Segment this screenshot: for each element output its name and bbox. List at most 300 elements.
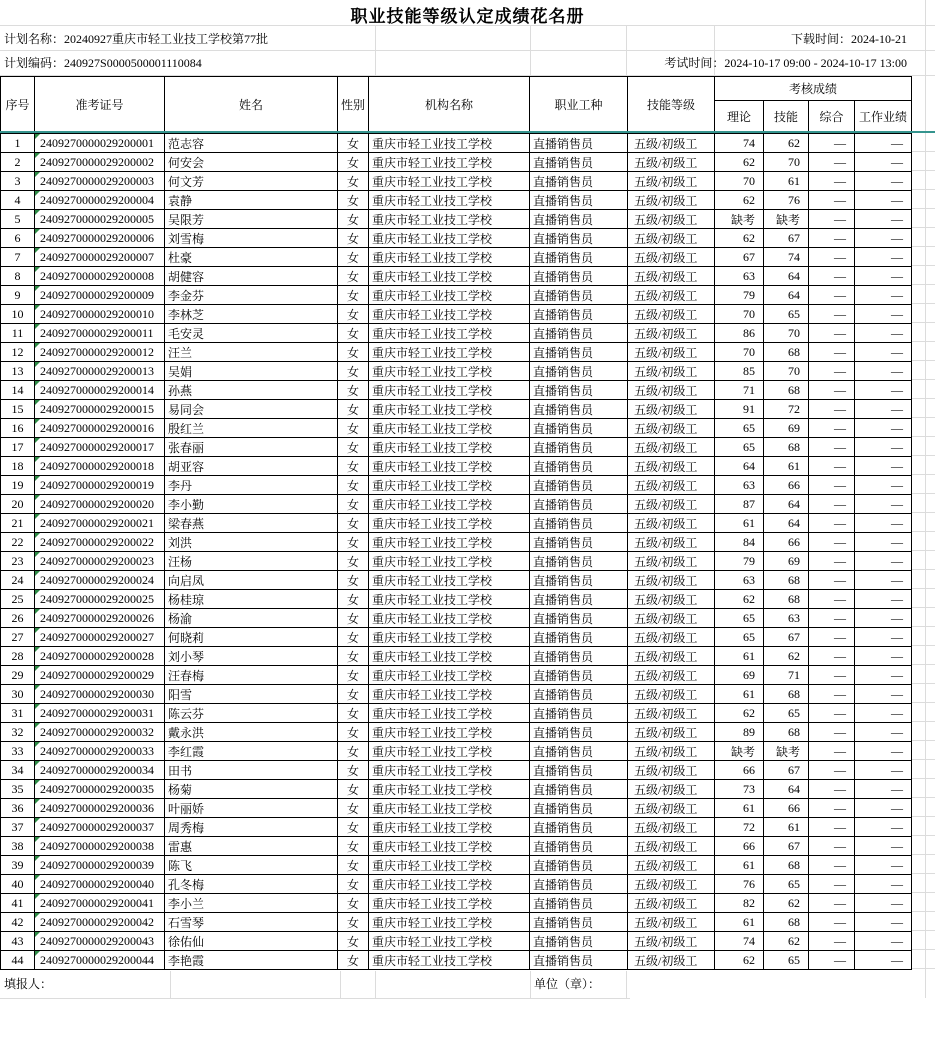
cell-name: 田书: [165, 761, 338, 780]
error-triangle-icon: [35, 742, 40, 747]
cell-theory: 63: [715, 267, 764, 286]
cell-org: 重庆市轻工业技工学校: [369, 305, 530, 324]
cell-occupation: 直播销售员: [530, 704, 628, 723]
header-level: 技能等级: [628, 77, 715, 134]
cell-ticket: 2409270000029200038: [35, 837, 165, 856]
cell-seq: 30: [1, 685, 35, 704]
cell-occupation: 直播销售员: [530, 685, 628, 704]
cell-theory: 62: [715, 191, 764, 210]
cell-gender: 女: [338, 552, 369, 571]
cell-level: 五级/初级工: [628, 780, 715, 799]
cell-occupation: 直播销售员: [530, 381, 628, 400]
cell-name: 阳雪: [165, 685, 338, 704]
filler-label: 填报人：: [4, 977, 53, 991]
cell-name: 孙燕: [165, 381, 338, 400]
table-row: [1, 495, 913, 514]
cell-ticket: 2409270000029200021: [35, 514, 165, 533]
cell-seq: 40: [1, 875, 35, 894]
cell-seq: 32: [1, 723, 35, 742]
cell-org: 重庆市轻工业技工学校: [369, 571, 530, 590]
cell-gender: 女: [338, 400, 369, 419]
cell-level: 五级/初级工: [628, 267, 715, 286]
cell-gender: 女: [338, 495, 369, 514]
cell-ticket: 2409270000029200031: [35, 704, 165, 723]
cell-seq: 12: [1, 343, 35, 362]
cell-skill: 62: [764, 894, 809, 913]
cell-skill: 67: [764, 837, 809, 856]
cell-comprehensive: —: [809, 799, 855, 818]
cell-work: —: [855, 799, 912, 818]
cell-seq: 42: [1, 913, 35, 932]
table-row: [1, 666, 913, 685]
cell-work: —: [855, 381, 912, 400]
cell-work: —: [855, 324, 912, 343]
cell-work: —: [855, 495, 912, 514]
cell-gender: 女: [338, 647, 369, 666]
cell-ticket: 2409270000029200036: [35, 799, 165, 818]
cell-name: 李丹: [165, 476, 338, 495]
cell-gender: 女: [338, 153, 369, 172]
error-triangle-icon: [35, 362, 40, 367]
cell-gender: 女: [338, 210, 369, 229]
error-triangle-icon: [35, 210, 40, 215]
cell-occupation: 直播销售员: [530, 647, 628, 666]
cell-occupation: 直播销售员: [530, 780, 628, 799]
cell-name: 戴永洪: [165, 723, 338, 742]
cell-level: 五级/初级工: [628, 248, 715, 267]
cell-ticket: 2409270000029200034: [35, 761, 165, 780]
cell-gender: 女: [338, 172, 369, 191]
cell-occupation: 直播销售员: [530, 609, 628, 628]
cell-seq: 20: [1, 495, 35, 514]
error-triangle-icon: [35, 951, 40, 956]
cell-seq: 38: [1, 837, 35, 856]
cell-work: —: [855, 875, 912, 894]
cell-name: 袁静: [165, 191, 338, 210]
cell-theory: 86: [715, 324, 764, 343]
cell-skill: 62: [764, 932, 809, 951]
cell-org: 重庆市轻工业技工学校: [369, 856, 530, 875]
cell-level: 五级/初级工: [628, 875, 715, 894]
cell-gender: 女: [338, 818, 369, 837]
cell-level: 五级/初级工: [628, 856, 715, 875]
cell-name: 杨渝: [165, 609, 338, 628]
cell-gender: 女: [338, 229, 369, 248]
header-gender: 性别: [338, 77, 369, 134]
cell-comprehensive: —: [809, 780, 855, 799]
cell-skill: 68: [764, 438, 809, 457]
cell-name: 汪春梅: [165, 666, 338, 685]
cell-theory: 缺考: [715, 210, 764, 229]
cell-skill: 68: [764, 685, 809, 704]
cell-work: —: [855, 818, 912, 837]
header-ticket: 准考证号: [35, 77, 165, 134]
cell-level: 五级/初级工: [628, 457, 715, 476]
cell-org: 重庆市轻工业技工学校: [369, 457, 530, 476]
cell-skill: 72: [764, 400, 809, 419]
cell-skill: 69: [764, 552, 809, 571]
cell-ticket: 2409270000029200032: [35, 723, 165, 742]
table-row: [1, 533, 913, 552]
cell-comprehensive: —: [809, 267, 855, 286]
cell-level: 五级/初级工: [628, 286, 715, 305]
cell-org: 重庆市轻工业技工学校: [369, 210, 530, 229]
cell-work: —: [855, 172, 912, 191]
cell-gender: 女: [338, 590, 369, 609]
cell-skill: 64: [764, 780, 809, 799]
error-triangle-icon: [35, 514, 40, 519]
cell-comprehensive: —: [809, 628, 855, 647]
cell-skill: 70: [764, 362, 809, 381]
cell-comprehensive: —: [809, 400, 855, 419]
download-time-label: 下载时间：: [790, 32, 851, 46]
cell-comprehensive: —: [809, 362, 855, 381]
cell-level: 五级/初级工: [628, 628, 715, 647]
error-triangle-icon: [35, 571, 40, 576]
cell-comprehensive: —: [809, 609, 855, 628]
cell-skill: 64: [764, 514, 809, 533]
cell-name: 易同会: [165, 400, 338, 419]
cell-org: 重庆市轻工业技工学校: [369, 875, 530, 894]
error-triangle-icon: [35, 704, 40, 709]
table-row: [1, 153, 913, 172]
cell-org: 重庆市轻工业技工学校: [369, 552, 530, 571]
table-row: [1, 818, 913, 837]
cell-org: 重庆市轻工业技工学校: [369, 229, 530, 248]
cell-ticket: 2409270000029200030: [35, 685, 165, 704]
cell-name: 何文芳: [165, 172, 338, 191]
cell-comprehensive: —: [809, 894, 855, 913]
header-work: 工作业绩: [855, 101, 912, 134]
empty-cells-right: [912, 133, 935, 969]
cell-comprehensive: —: [809, 552, 855, 571]
cell-work: —: [855, 362, 912, 381]
cell-comprehensive: —: [809, 324, 855, 343]
cell-org: 重庆市轻工业技工学校: [369, 381, 530, 400]
cell-org: 重庆市轻工业技工学校: [369, 628, 530, 647]
table-row: [1, 267, 913, 286]
cell-comprehensive: —: [809, 533, 855, 552]
table-row: [1, 571, 913, 590]
header-name: 姓名: [165, 77, 338, 134]
cell-org: 重庆市轻工业技工学校: [369, 286, 530, 305]
table-row: [1, 913, 913, 932]
cell-theory: 66: [715, 837, 764, 856]
error-triangle-icon: [35, 533, 40, 538]
cell-ticket: 2409270000029200025: [35, 590, 165, 609]
error-triangle-icon: [35, 761, 40, 766]
cell-theory: 62: [715, 704, 764, 723]
cell-org: 重庆市轻工业技工学校: [369, 780, 530, 799]
cell-name: 刘雪梅: [165, 229, 338, 248]
cell-gender: 女: [338, 286, 369, 305]
cell-seq: 16: [1, 419, 35, 438]
cell-name: 刘小琴: [165, 647, 338, 666]
cell-level: 五级/初级工: [628, 495, 715, 514]
cell-org: 重庆市轻工业技工学校: [369, 647, 530, 666]
cell-name: 徐佑仙: [165, 932, 338, 951]
cell-ticket: 2409270000029200043: [35, 932, 165, 951]
cell-work: —: [855, 761, 912, 780]
cell-comprehensive: —: [809, 134, 855, 153]
cell-work: —: [855, 476, 912, 495]
cell-gender: 女: [338, 362, 369, 381]
plan-name-value: 20240927重庆市轻工业技工学校第77批: [64, 32, 269, 46]
error-triangle-icon: [35, 780, 40, 785]
header-theory: 理论: [715, 101, 764, 134]
cell-theory: 67: [715, 248, 764, 267]
cell-org: 重庆市轻工业技工学校: [369, 343, 530, 362]
cell-work: —: [855, 647, 912, 666]
cell-occupation: 直播销售员: [530, 932, 628, 951]
cell-org: 重庆市轻工业技工学校: [369, 495, 530, 514]
error-triangle-icon: [35, 324, 40, 329]
cell-theory: 63: [715, 571, 764, 590]
cell-ticket: 2409270000029200003: [35, 172, 165, 191]
cell-level: 五级/初级工: [628, 419, 715, 438]
header-assess: 考核成绩: [715, 77, 912, 101]
cell-seq: 34: [1, 761, 35, 780]
cell-comprehensive: —: [809, 381, 855, 400]
cell-theory: 69: [715, 666, 764, 685]
cell-name: 汪兰: [165, 343, 338, 362]
cell-skill: 65: [764, 305, 809, 324]
error-triangle-icon: [35, 419, 40, 424]
header-comprehensive: 综合: [809, 101, 855, 134]
cell-level: 五级/初级工: [628, 514, 715, 533]
cell-work: —: [855, 153, 912, 172]
error-triangle-icon: [35, 647, 40, 652]
cell-work: —: [855, 210, 912, 229]
cell-level: 五级/初级工: [628, 951, 715, 970]
cell-work: —: [855, 533, 912, 552]
cell-level: 五级/初级工: [628, 894, 715, 913]
cell-ticket: 2409270000029200008: [35, 267, 165, 286]
error-triangle-icon: [35, 628, 40, 633]
cell-ticket: 2409270000029200020: [35, 495, 165, 514]
cell-work: —: [855, 894, 912, 913]
header-occupation: 职业工种: [530, 77, 628, 134]
cell-seq: 4: [1, 191, 35, 210]
cell-comprehensive: —: [809, 248, 855, 267]
cell-comprehensive: —: [809, 419, 855, 438]
cell-seq: 35: [1, 780, 35, 799]
cell-comprehensive: —: [809, 723, 855, 742]
cell-org: 重庆市轻工业技工学校: [369, 761, 530, 780]
cell-ticket: 2409270000029200004: [35, 191, 165, 210]
cell-org: 重庆市轻工业技工学校: [369, 799, 530, 818]
table-row: [1, 229, 913, 248]
cell-occupation: 直播销售员: [530, 134, 628, 153]
table-row: [1, 476, 913, 495]
cell-theory: 61: [715, 685, 764, 704]
cell-name: 李林芝: [165, 305, 338, 324]
cell-occupation: 直播销售员: [530, 913, 628, 932]
cell-comprehensive: —: [809, 210, 855, 229]
cell-name: 李艳霞: [165, 951, 338, 970]
table-row: [1, 248, 913, 267]
table-row: [1, 286, 913, 305]
cell-ticket: 2409270000029200012: [35, 343, 165, 362]
cell-level: 五级/初级工: [628, 362, 715, 381]
cell-gender: 女: [338, 799, 369, 818]
table-row: [1, 438, 913, 457]
cell-seq: 39: [1, 856, 35, 875]
error-triangle-icon: [35, 552, 40, 557]
cell-seq: 36: [1, 799, 35, 818]
cell-theory: 62: [715, 153, 764, 172]
cell-name: 范志容: [165, 134, 338, 153]
cell-ticket: 2409270000029200042: [35, 913, 165, 932]
cell-skill: 65: [764, 951, 809, 970]
error-triangle-icon: [35, 172, 40, 177]
table-row: [1, 704, 913, 723]
cell-gender: 女: [338, 856, 369, 875]
error-triangle-icon: [35, 590, 40, 595]
cell-seq: 41: [1, 894, 35, 913]
cell-seq: 21: [1, 514, 35, 533]
cell-theory: 66: [715, 761, 764, 780]
cell-occupation: 直播销售员: [530, 495, 628, 514]
cell-level: 五级/初级工: [628, 305, 715, 324]
cell-skill: 61: [764, 457, 809, 476]
cell-seq: 28: [1, 647, 35, 666]
cell-comprehensive: —: [809, 837, 855, 856]
cell-org: 重庆市轻工业技工学校: [369, 894, 530, 913]
cell-ticket: 2409270000029200026: [35, 609, 165, 628]
cell-level: 五级/初级工: [628, 533, 715, 552]
cell-level: 五级/初级工: [628, 381, 715, 400]
cell-name: 胡健容: [165, 267, 338, 286]
cell-org: 重庆市轻工业技工学校: [369, 685, 530, 704]
cell-skill: 64: [764, 495, 809, 514]
cell-org: 重庆市轻工业技工学校: [369, 267, 530, 286]
cell-org: 重庆市轻工业技工学校: [369, 514, 530, 533]
cell-occupation: 直播销售员: [530, 324, 628, 343]
cell-level: 五级/初级工: [628, 191, 715, 210]
cell-work: —: [855, 742, 912, 761]
cell-skill: 68: [764, 856, 809, 875]
cell-gender: 女: [338, 894, 369, 913]
cell-occupation: 直播销售员: [530, 761, 628, 780]
cell-theory: 61: [715, 913, 764, 932]
error-triangle-icon: [35, 286, 40, 291]
cell-ticket: 2409270000029200014: [35, 381, 165, 400]
cell-org: 重庆市轻工业技工学校: [369, 248, 530, 267]
cell-ticket: 2409270000029200044: [35, 951, 165, 970]
cell-level: 五级/初级工: [628, 438, 715, 457]
cell-name: 李小兰: [165, 894, 338, 913]
meta-row-plan-name: [0, 27, 935, 51]
cell-level: 五级/初级工: [628, 400, 715, 419]
cell-work: —: [855, 229, 912, 248]
cell-name: 胡亚容: [165, 457, 338, 476]
cell-ticket: 2409270000029200017: [35, 438, 165, 457]
cell-occupation: 直播销售员: [530, 476, 628, 495]
cell-gender: 女: [338, 742, 369, 761]
cell-seq: 18: [1, 457, 35, 476]
cell-level: 五级/初级工: [628, 913, 715, 932]
cell-theory: 70: [715, 343, 764, 362]
cell-level: 五级/初级工: [628, 647, 715, 666]
cell-skill: 68: [764, 723, 809, 742]
cell-comprehensive: —: [809, 704, 855, 723]
error-triangle-icon: [35, 666, 40, 671]
cell-skill: 68: [764, 913, 809, 932]
cell-gender: 女: [338, 723, 369, 742]
table-row: [1, 191, 913, 210]
cell-work: —: [855, 457, 912, 476]
cell-occupation: 直播销售员: [530, 438, 628, 457]
cell-occupation: 直播销售员: [530, 210, 628, 229]
cell-name: 吴娟: [165, 362, 338, 381]
cell-seq: 5: [1, 210, 35, 229]
cell-comprehensive: —: [809, 229, 855, 248]
cell-seq: 26: [1, 609, 35, 628]
cell-ticket: 2409270000029200018: [35, 457, 165, 476]
cell-comprehensive: —: [809, 761, 855, 780]
cell-org: 重庆市轻工业技工学校: [369, 191, 530, 210]
cell-occupation: 直播销售员: [530, 875, 628, 894]
cell-org: 重庆市轻工业技工学校: [369, 837, 530, 856]
cell-gender: 女: [338, 305, 369, 324]
cell-skill: 缺考: [764, 742, 809, 761]
cell-skill: 68: [764, 571, 809, 590]
cell-seq: 17: [1, 438, 35, 457]
cell-occupation: 直播销售员: [530, 514, 628, 533]
error-triangle-icon: [35, 932, 40, 937]
cell-comprehensive: —: [809, 191, 855, 210]
cell-seq: 33: [1, 742, 35, 761]
cell-comprehensive: —: [809, 153, 855, 172]
cell-gender: 女: [338, 628, 369, 647]
cell-skill: 65: [764, 875, 809, 894]
cell-work: —: [855, 723, 912, 742]
cell-theory: 65: [715, 438, 764, 457]
cell-org: 重庆市轻工业技工学校: [369, 476, 530, 495]
cell-work: —: [855, 666, 912, 685]
cell-comprehensive: —: [809, 343, 855, 362]
cell-org: 重庆市轻工业技工学校: [369, 324, 530, 343]
table-header: [1, 77, 912, 134]
cell-gender: 女: [338, 457, 369, 476]
cell-ticket: 2409270000029200028: [35, 647, 165, 666]
cell-ticket: 2409270000029200040: [35, 875, 165, 894]
cell-comprehensive: —: [809, 818, 855, 837]
cell-org: 重庆市轻工业技工学校: [369, 153, 530, 172]
table-row: [1, 628, 913, 647]
cell-theory: 91: [715, 400, 764, 419]
cell-occupation: 直播销售员: [530, 856, 628, 875]
cell-comprehensive: —: [809, 951, 855, 970]
cell-skill: 68: [764, 381, 809, 400]
cell-skill: 67: [764, 628, 809, 647]
cell-org: 重庆市轻工业技工学校: [369, 951, 530, 970]
cell-seq: 19: [1, 476, 35, 495]
cell-ticket: 2409270000029200016: [35, 419, 165, 438]
cell-org: 重庆市轻工业技工学校: [369, 438, 530, 457]
cell-skill: 67: [764, 761, 809, 780]
cell-org: 重庆市轻工业技工学校: [369, 742, 530, 761]
header-skill: 技能: [764, 101, 809, 134]
cell-comprehensive: —: [809, 571, 855, 590]
cell-name: 陈云芬: [165, 704, 338, 723]
cell-work: —: [855, 951, 912, 970]
cell-name: 张春丽: [165, 438, 338, 457]
cell-work: —: [855, 856, 912, 875]
cell-theory: 79: [715, 286, 764, 305]
cell-theory: 62: [715, 590, 764, 609]
